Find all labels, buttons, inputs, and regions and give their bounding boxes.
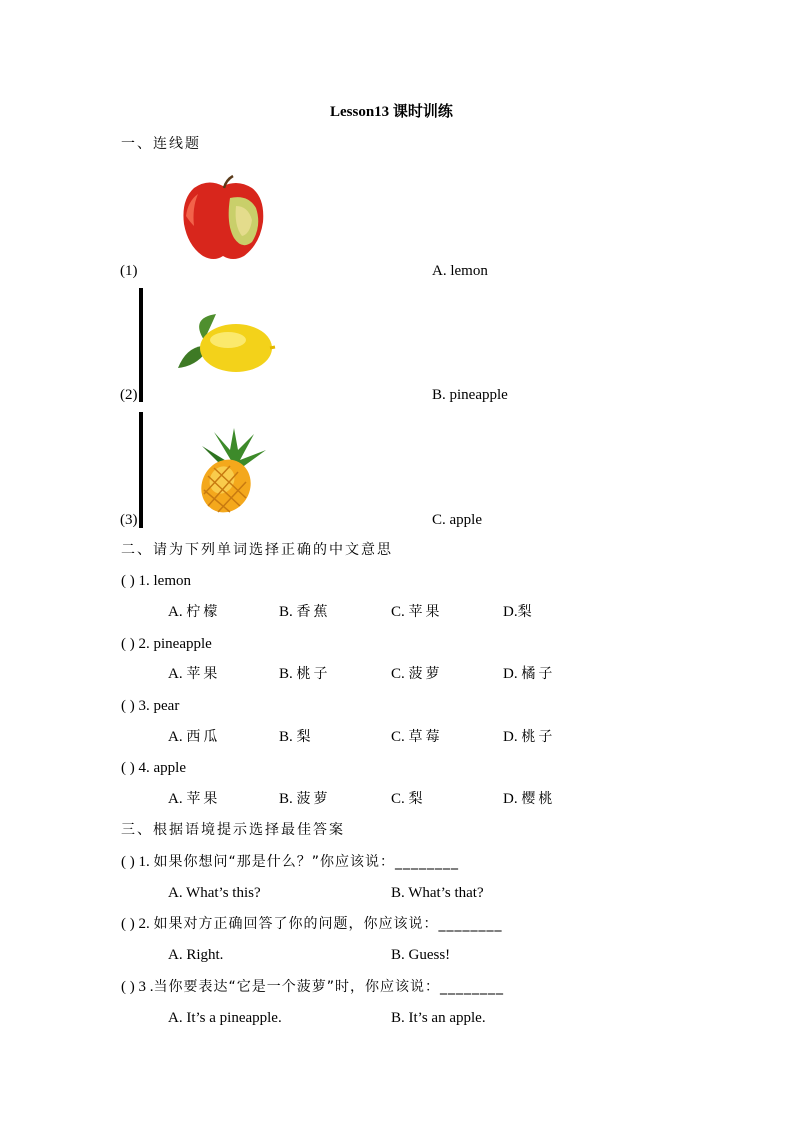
- apple-picture: [178, 176, 268, 262]
- question-line: [121, 759, 186, 777]
- option-d: [503, 728, 555, 746]
- option-text: 梨: [408, 791, 426, 807]
- match-option-b: B. pineapple: [432, 387, 508, 403]
- match-item-3-number: (3): [120, 512, 138, 528]
- option-b: B. Guess!: [391, 947, 451, 963]
- option-letter: A.: [168, 604, 183, 620]
- question-word: lemon: [153, 573, 191, 589]
- option-letter: B.: [279, 604, 293, 620]
- question-word: apple: [153, 760, 186, 776]
- option-d: [503, 603, 535, 621]
- question-line: [121, 572, 191, 590]
- question-prefix: ( ) 2.: [121, 636, 154, 652]
- option-b: [279, 603, 331, 621]
- question-prefix: ( ) 3 .: [121, 979, 154, 995]
- lemon-picture: [176, 312, 276, 376]
- question-word: pear: [153, 698, 180, 714]
- question-word: pineapple: [153, 636, 212, 652]
- option-b: B. It’s an apple.: [391, 1010, 486, 1026]
- option-a: A. It’s a pineapple.: [168, 1010, 282, 1026]
- option-letter: D.: [503, 729, 518, 745]
- question-prefix: ( ) 2.: [121, 916, 154, 932]
- question-prefix: ( ) 4.: [121, 760, 154, 776]
- section2-heading: 二、请为下列单词选择正确的中文意思: [121, 542, 393, 558]
- option-letter: D.: [503, 604, 518, 620]
- option-text: 梨: [296, 729, 314, 745]
- option-letter: B.: [279, 729, 293, 745]
- page-title: Lesson13 课时训练: [330, 104, 453, 120]
- option-letter: B.: [279, 666, 293, 682]
- option-a: [168, 790, 220, 808]
- option-a: [168, 665, 220, 683]
- option-text: 橘子: [521, 666, 556, 682]
- question-text: 如果对方正确回答了你的问题，你应该说：________: [153, 916, 503, 932]
- option-text: 西瓜: [186, 729, 221, 745]
- match-item-1-number: (1): [120, 263, 138, 279]
- option-text: 菠萝: [296, 791, 331, 807]
- option-letter: A.: [168, 791, 183, 807]
- vertical-bar: [139, 412, 143, 528]
- option-text: 樱桃: [521, 791, 556, 807]
- option-letter: C.: [391, 666, 405, 682]
- question-line: [121, 978, 504, 996]
- question-line: [121, 853, 459, 871]
- option-text: 香蕉: [296, 604, 331, 620]
- section3-heading: 三、根据语境提示选择最佳答案: [121, 822, 345, 838]
- option-text: 草莓: [408, 729, 443, 745]
- option-letter: C.: [391, 791, 405, 807]
- question-line: [121, 697, 179, 715]
- match-option-a: A. lemon: [432, 263, 488, 279]
- option-a: [168, 603, 220, 621]
- option-letter: C.: [391, 729, 405, 745]
- option-a: [168, 728, 220, 746]
- option-text: 柠檬: [186, 604, 221, 620]
- option-text: 苹果: [186, 666, 221, 682]
- question-prefix: ( ) 3.: [121, 698, 154, 714]
- option-a: A. Right.: [168, 947, 224, 963]
- option-letter: B.: [279, 791, 293, 807]
- option-c: [391, 790, 426, 808]
- vertical-bar: [139, 288, 143, 402]
- option-letter: D.: [503, 666, 518, 682]
- option-b: [279, 665, 331, 683]
- option-text: 梨: [517, 604, 535, 620]
- option-letter: A.: [168, 729, 183, 745]
- question-line: [121, 635, 212, 653]
- option-d: [503, 790, 555, 808]
- option-c: [391, 603, 443, 621]
- option-text: 苹果: [186, 791, 221, 807]
- option-text: 桃子: [521, 729, 556, 745]
- option-c: [391, 728, 443, 746]
- question-prefix: ( ) 1.: [121, 854, 154, 870]
- option-a: A. What’s this?: [168, 885, 261, 901]
- question-prefix: ( ) 1.: [121, 573, 154, 589]
- option-b: [279, 790, 331, 808]
- option-b: B. What’s that?: [391, 885, 484, 901]
- match-option-c: C. apple: [432, 512, 482, 528]
- question-text: 当你要表达“它是一个菠萝”时，你应该说：________: [153, 979, 505, 995]
- option-text: 菠萝: [408, 666, 443, 682]
- section1-heading: 一、连线题: [121, 136, 201, 152]
- option-letter: D.: [503, 791, 518, 807]
- question-text: 如果你想问“那是什么？”你应该说：________: [153, 854, 460, 870]
- option-letter: C.: [391, 604, 405, 620]
- match-item-2-number: (2): [120, 387, 138, 403]
- option-text: 苹果: [408, 604, 443, 620]
- option-text: 桃子: [296, 666, 331, 682]
- option-letter: A.: [168, 666, 183, 682]
- pineapple-picture: [194, 428, 270, 514]
- question-line: [121, 915, 503, 933]
- option-c: [391, 665, 443, 683]
- option-d: [503, 665, 555, 683]
- option-b: [279, 728, 314, 746]
